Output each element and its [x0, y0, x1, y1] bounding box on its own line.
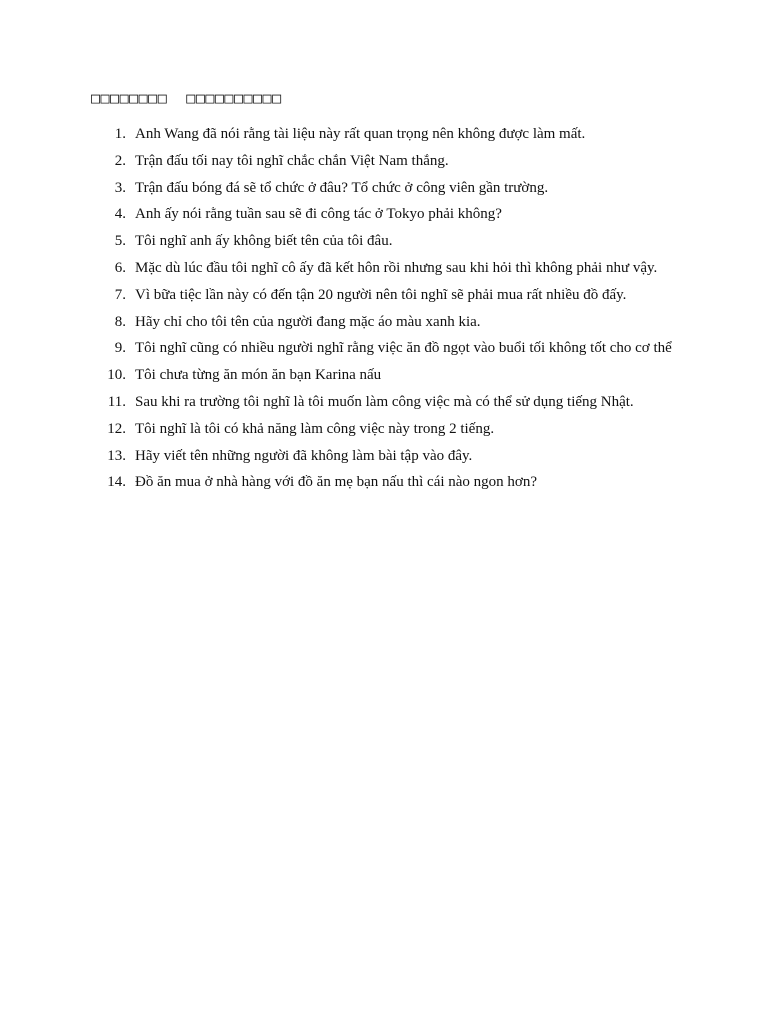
list-item-number: 9.	[114, 340, 126, 357]
list-item-number: 5.	[114, 233, 126, 250]
list-item-number: 3.	[114, 179, 126, 196]
list-item-number: 14.	[107, 474, 126, 491]
list-item-text: Tôi chưa từng ăn món ăn bạn Karina nấu	[135, 367, 382, 384]
list-item-number: 13.	[107, 447, 126, 464]
list-item-text: Hãy viết tên những người đã không làm bài tập vào đây.	[135, 447, 473, 464]
list-item-number: 6.	[114, 259, 126, 276]
document-heading: □□□□□□□□ □□□□□□□□□□	[91, 89, 282, 107]
list-item-number: 2.	[114, 152, 126, 169]
list-item-number: 10.	[107, 367, 126, 384]
list-item-text: Vì bữa tiệc lần này có đến tận 20 người nên tôi nghĩ sẽ phải mua rất nhiều đồ đấy.	[135, 286, 627, 303]
list-item-number: 12.	[107, 420, 126, 437]
list-item-text: Anh ấy nói rằng tuần sau sẽ đi công tác ở Tokyo phải không?	[135, 206, 502, 223]
list-item-text: Tôi nghĩ cũng có nhiều người nghĩ rằng việc ăn đồ ngọt vào buổi tối không tốt cho cơ thể	[135, 340, 672, 357]
list-item-text: Hãy chỉ cho tôi tên của người đang mặc áo màu xanh kia.	[135, 313, 481, 330]
list-item-text: Tôi nghĩ anh ấy không biết tên của tôi đâu.	[135, 233, 393, 250]
list-item-text: Sau khi ra trường tôi nghĩ là tôi muốn làm công việc mà có thể sử dụng tiếng Nhật.	[135, 393, 634, 410]
list-item-number: 11.	[107, 393, 126, 410]
list-item-text: Tôi nghĩ là tôi có khả năng làm công việc này trong 2 tiếng.	[135, 420, 495, 437]
list-item-number: 7.	[114, 286, 126, 303]
list-item-text: Trận đấu bóng đá sẽ tổ chức ở đâu? Tổ chức ở công viên gần trường.	[135, 179, 549, 196]
list-item-text: Anh Wang đã nói rằng tài liệu này rất quan trọng nên không được làm mất.	[135, 126, 586, 142]
list-item-number: 8.	[114, 313, 126, 330]
list-item-text: Mặc dù lúc đầu tôi nghĩ cô ấy đã kết hôn rồi nhưng sau khi hỏi thì không phải như vậy.	[135, 259, 658, 276]
list-item-number: 4.	[114, 206, 126, 223]
list-item-text: Đồ ăn mua ở nhà hàng với đồ ăn mẹ bạn nấu thì cái nào ngon hơn?	[135, 474, 538, 491]
list-item-number: 1.	[114, 126, 126, 142]
list-item-text: Trận đấu tối nay tôi nghĩ chắc chắn Việt Nam thắng.	[135, 152, 449, 169]
